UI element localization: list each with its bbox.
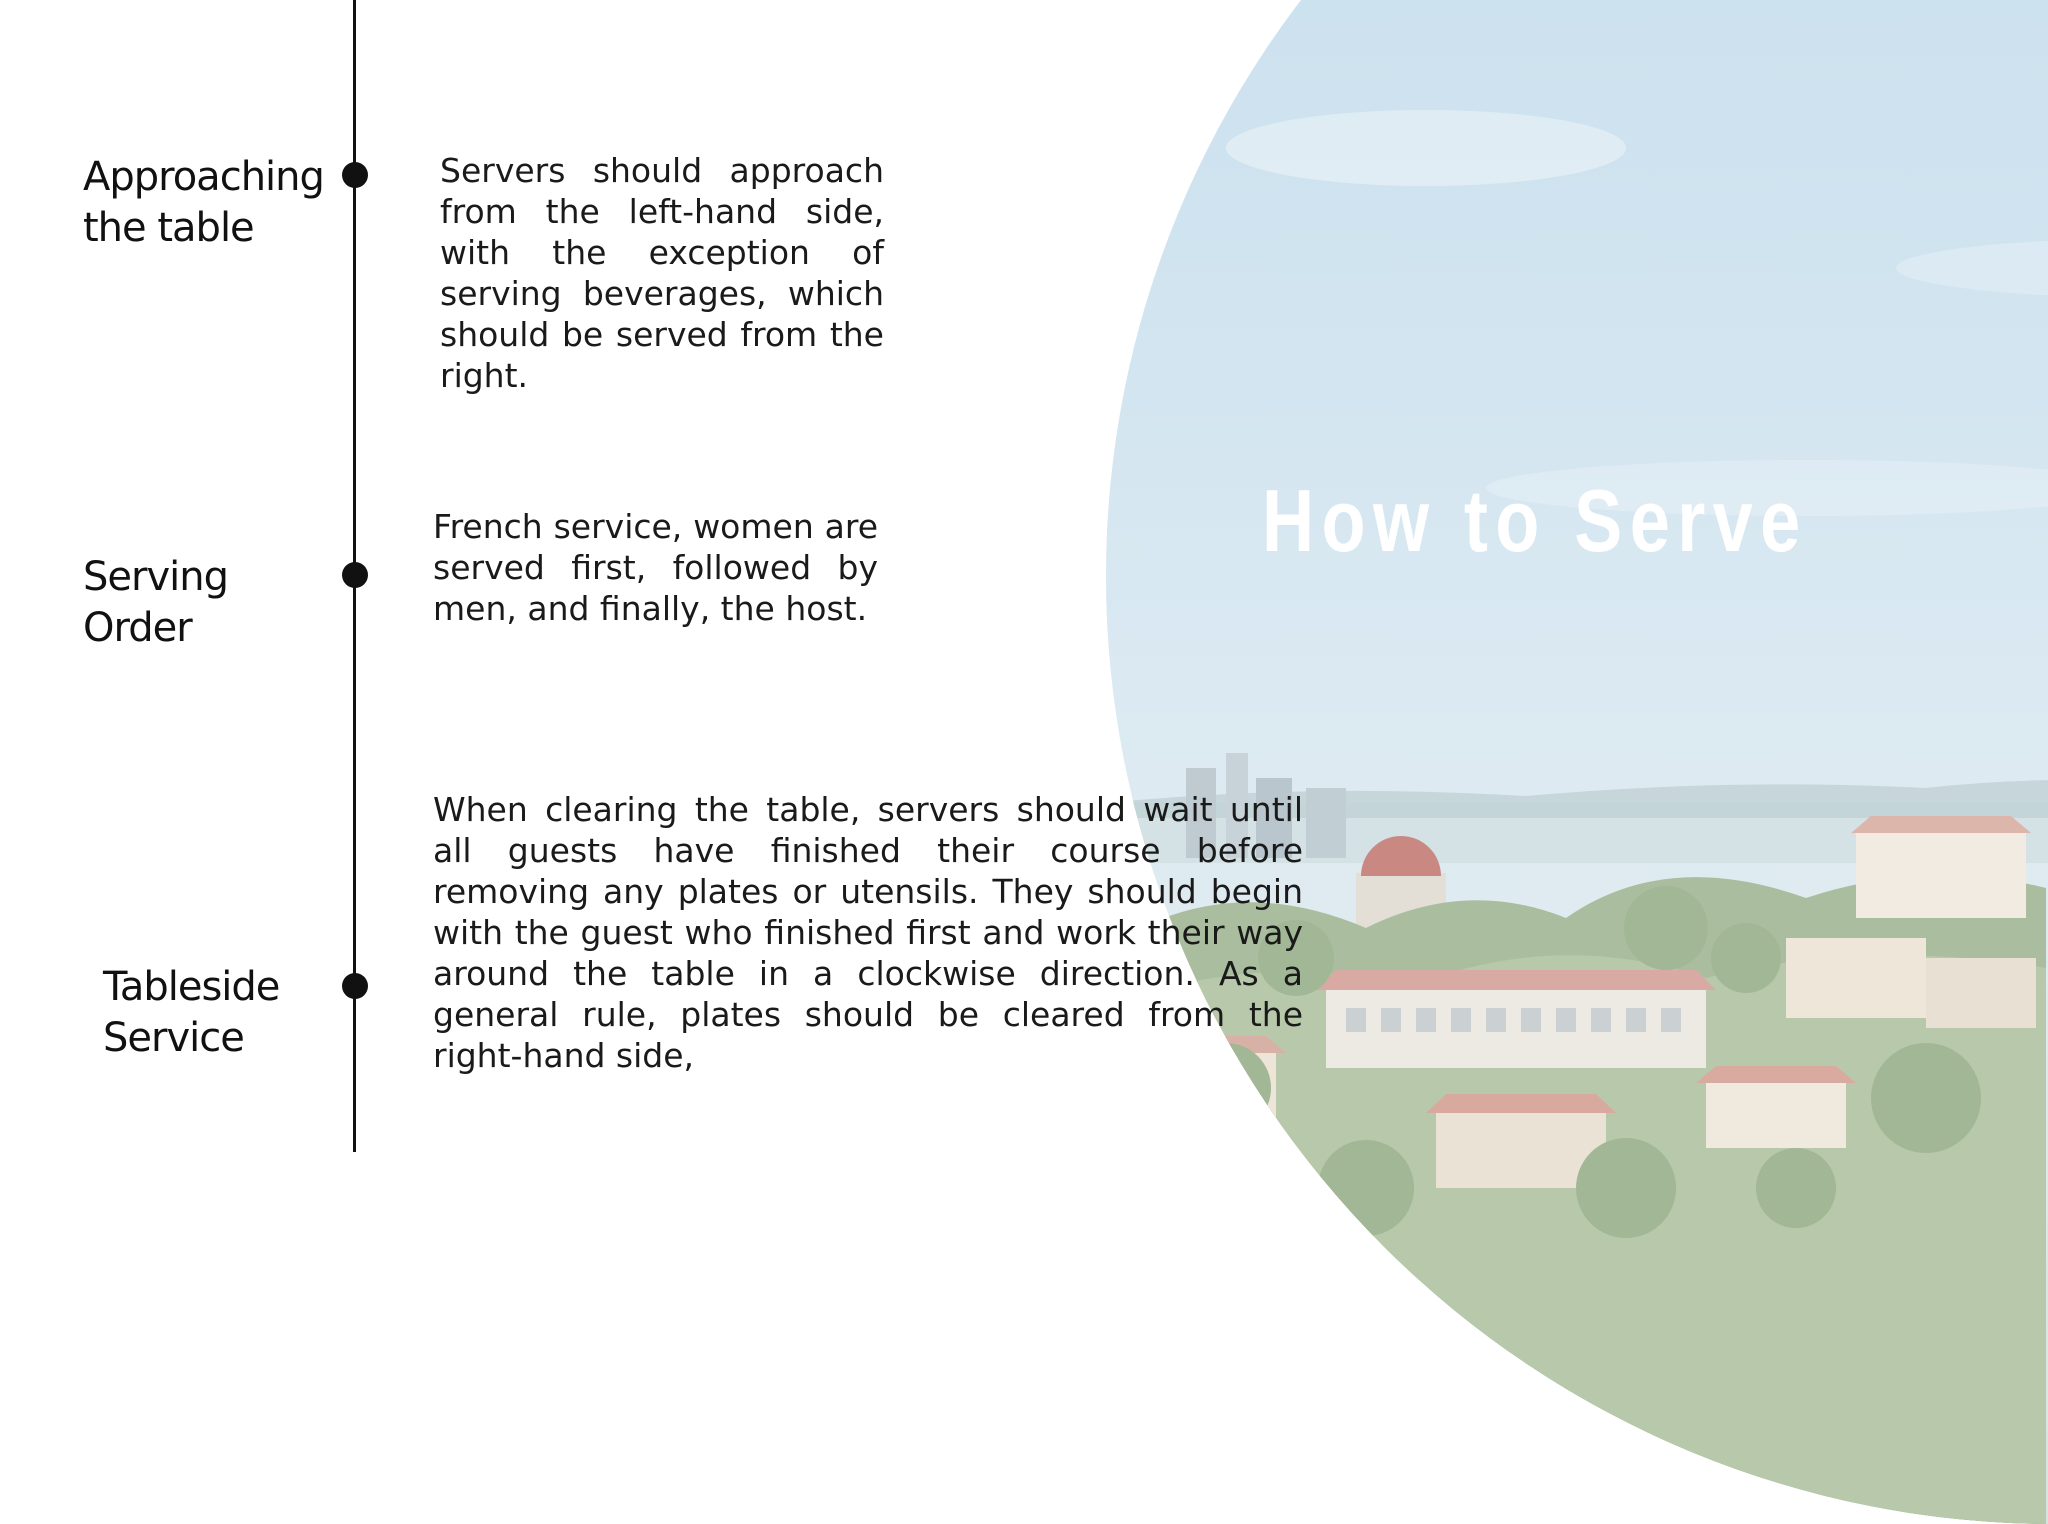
body-approaching-table: Servers should approach from the left-hand side, with the exception of serving beverages, which should be served from the right. — [440, 151, 884, 395]
body-tableside-service: When clearing the table, servers should wait until all guests have finished their course before removing any plates or utensils. They should begin with the guest who finished first and work their way around the table in a clockwise direction. As a general rule, plates should be cleared from the right-hand side, — [433, 790, 1303, 1075]
slide-title: How to Serve — [1262, 471, 1808, 570]
photo-wash-overlay — [1106, 0, 2048, 1524]
body-serving-order: French service, women are served first, followed by men, and finally, the host. — [433, 507, 878, 628]
heading-approaching-table: Approaching the table — [83, 154, 324, 251]
heading-serving-order: Serving Order — [83, 554, 228, 651]
city-photo — [1106, 0, 2048, 1524]
timeline-dot-3 — [342, 973, 368, 999]
timeline-dot-1 — [342, 162, 368, 188]
timeline-dot-2 — [342, 562, 368, 588]
heading-tableside-service: Tableside Service — [103, 964, 280, 1061]
